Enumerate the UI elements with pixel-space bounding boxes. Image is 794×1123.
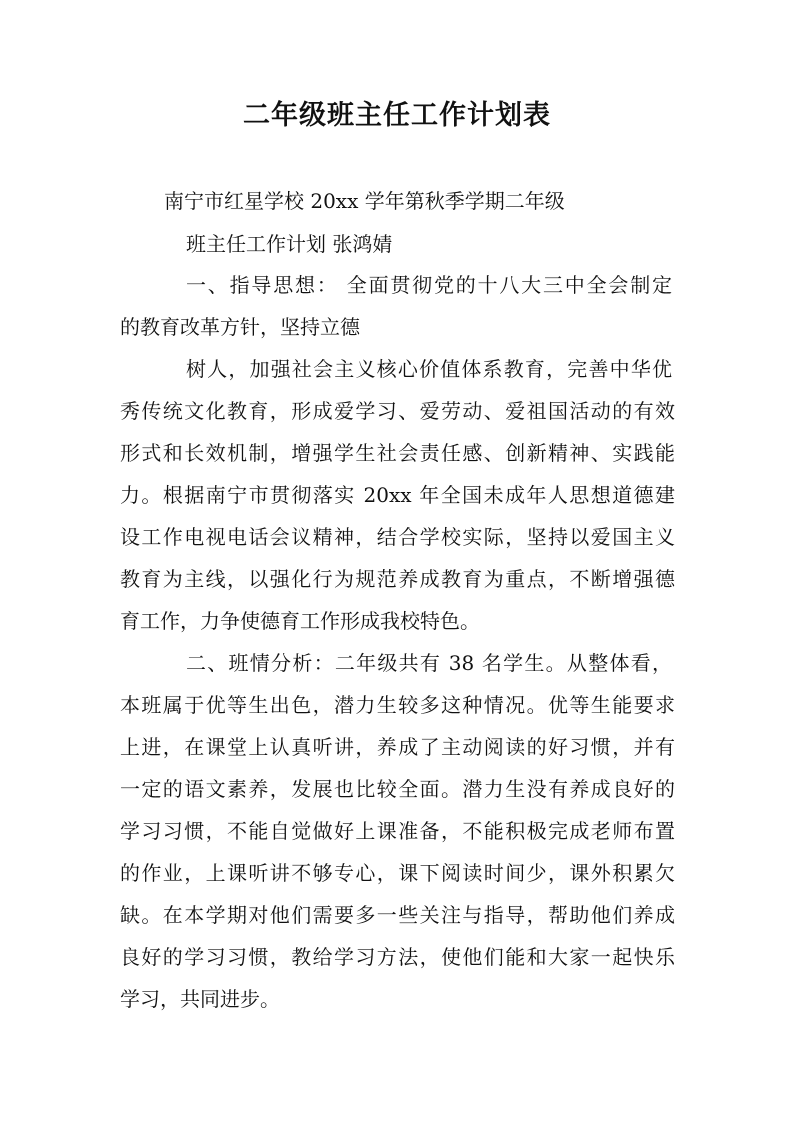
section-1-line: 设工作电视电话会议精神，结合学校实际，坚持以爱国主义	[120, 525, 675, 549]
section-1-heading-line: 一、指导思想： 全面贯彻党的十八大三中全会制定	[186, 273, 672, 297]
section-2-line: 良好的学习习惯，教给学习方法，使他们能和大家一起快乐	[120, 945, 675, 969]
section-2-line: 学习，共同进步。	[120, 987, 280, 1011]
document-title: 二年级班主任工作计划表	[243, 100, 551, 131]
section-2-line: 的作业，上课听讲不够专心，课下阅读时间少，课外积累欠	[120, 861, 675, 885]
section-1-line: 的教育改革方针，坚持立德	[120, 315, 360, 339]
section-2-line: 缺。在本学期对他们需要多一些关注与指导，帮助他们养成	[120, 903, 675, 927]
section-2-line: 本班属于优等生出色，潜力生较多这种情况。优等生能要求	[120, 693, 675, 717]
section-1-line: 树人，加强社会主义核心价值体系教育，完善中华优	[186, 357, 672, 381]
section-2-line: 一定的语文素养，发展也比较全面。潜力生没有养成良好的	[120, 777, 675, 801]
section-1-line: 教育为主线，以强化行为规范养成教育为重点，不断增强德	[120, 567, 675, 591]
plan-author-line: 班主任工作计划 张鸿婧	[186, 232, 393, 256]
section-1-line: 育工作，力争使德育工作形成我校特色。	[120, 609, 480, 633]
section-2-line: 上进，在课堂上认真听讲，养成了主动阅读的好习惯，并有	[120, 735, 675, 759]
section-1-line: 形式和长效机制，增强学生社会责任感、创新精神、实践能	[120, 441, 675, 465]
section-2-heading-line: 二、班情分析：二年级共有 38 名学生。从整体看，	[186, 651, 672, 675]
section-1-line: 力。根据南宁市贯彻落实 20xx 年全国未成年人思想道德建	[120, 483, 675, 507]
school-term-line: 南宁市红星学校 20xx 学年第秋季学期二年级	[164, 189, 565, 213]
section-2-line: 学习习惯，不能自觉做好上课准备，不能积极完成老师布置	[120, 819, 675, 843]
section-1-line: 秀传统文化教育，形成爱学习、爱劳动、爱祖国活动的有效	[120, 399, 675, 423]
